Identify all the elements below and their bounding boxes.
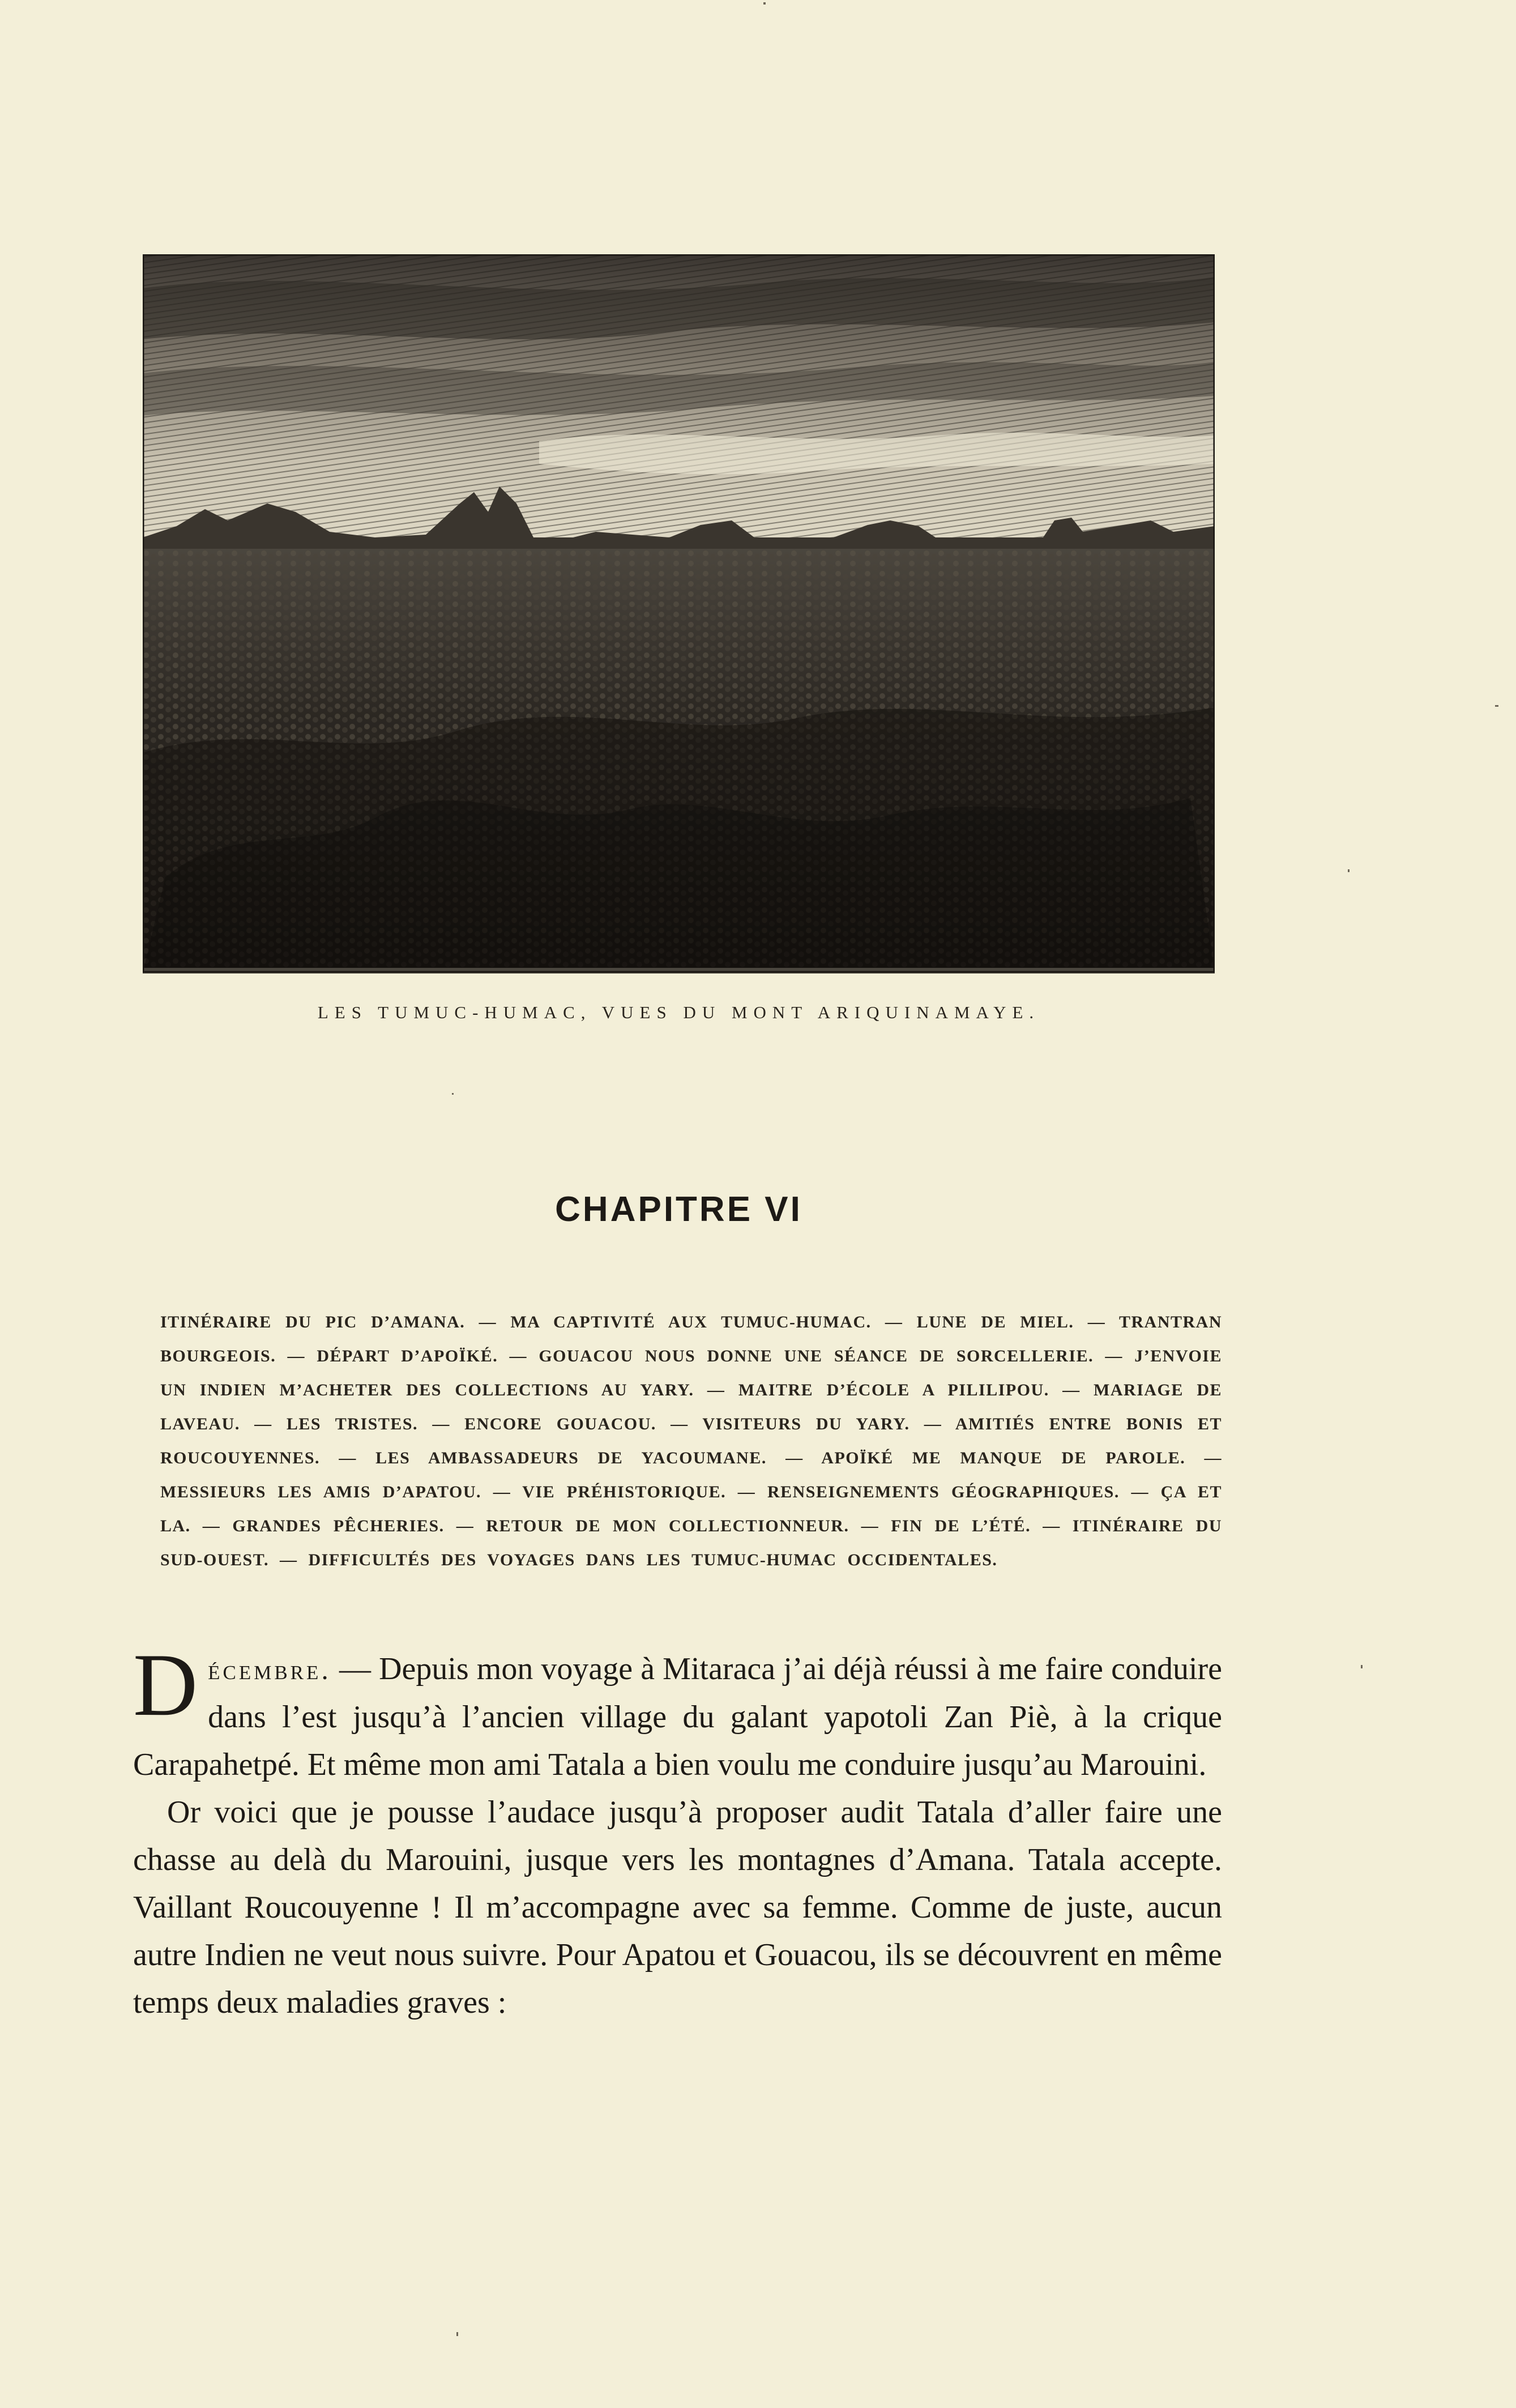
paragraph-text: — Depuis mon voyage à Mitaraca j’ai déjà réussi à me faire conduire dans l’est jusqu’à l’ancien village du galant yapotoli Zan Piè, à la crique Carapahetpé. Et même mon ami Tatala a bien voulu me conduire jusqu’au Marouini. xyxy=(133,1651,1222,1782)
chapter-summary: ITINÉRAIRE DU PIC D’AMANA. — MA CAPTIVITÉ AUX TUMUC-HUMAC. — LUNE DE MIEL. — TRANTRAN BOURGEOIS. — DÉPART D’APOÏKÉ. — GOUACOU NOUS DONNE UNE SÉANCE DE SORCELLERIE. — J’ENVOIE UN INDIEN M’ACHETER DES COLLECTIONS AU YARY. — MAITRE D’ÉCOLE A PILILIPOU. — MARIAGE DE LAVEAU. — LES TRISTES. — ENCORE GOUACOU. — VISITEURS DU YARY. — AMITIÉS ENTRE BONIS ET ROUCOUYENNES. — LES AMBASSADEURS DE YACOUMANE. — APOÏKÉ ME MANQUE DE PAROLE. — MESSIEURS LES AMIS D’APATOU. — VIE PRÉHISTORIQUE. — RENSEIGNEMENTS GÉOGRAPHIQUES. — ÇA ET LA. — GRANDES PÊCHERIES. — RETOUR DE MON COLLECTIONNEUR. — FIN DE L’ÉTÉ. — ITINÉRAIRE DU SUD-OUEST. — DIFFICULTÉS DES VOYAGES DANS LES TUMUC-HUMAC OCCIDENTALES. xyxy=(160,1313,1222,1569)
drop-cap: D xyxy=(133,1636,198,1735)
paragraph: Or voici que je pousse l’audace jusqu’à proposer audit Tatala d’aller faire une chasse au delà du Marouini, jusque vers les montagnes d’Amana. Tatala accepte. Vaillant Roucouyenne ! Il m’accompagne avec sa femme. Comme de juste, aucun autre Indien ne veut nous suivre. Pour Apatou et Gouacou, ils se découvrent en même temps deux maladies graves : xyxy=(133,1795,1222,2020)
chapter-title: CHAPITRE VI xyxy=(555,1190,802,1229)
body-text xyxy=(133,1636,1222,2026)
lead-word: écembre. xyxy=(208,1654,331,1685)
paragraph xyxy=(133,1636,1222,1788)
engraving-image xyxy=(143,254,1215,974)
landscape-engraving xyxy=(143,254,1215,974)
illustration-caption: LES TUMUC-HUMAC, VUES DU MONT ARIQUINAMAYE. xyxy=(317,1002,1040,1022)
